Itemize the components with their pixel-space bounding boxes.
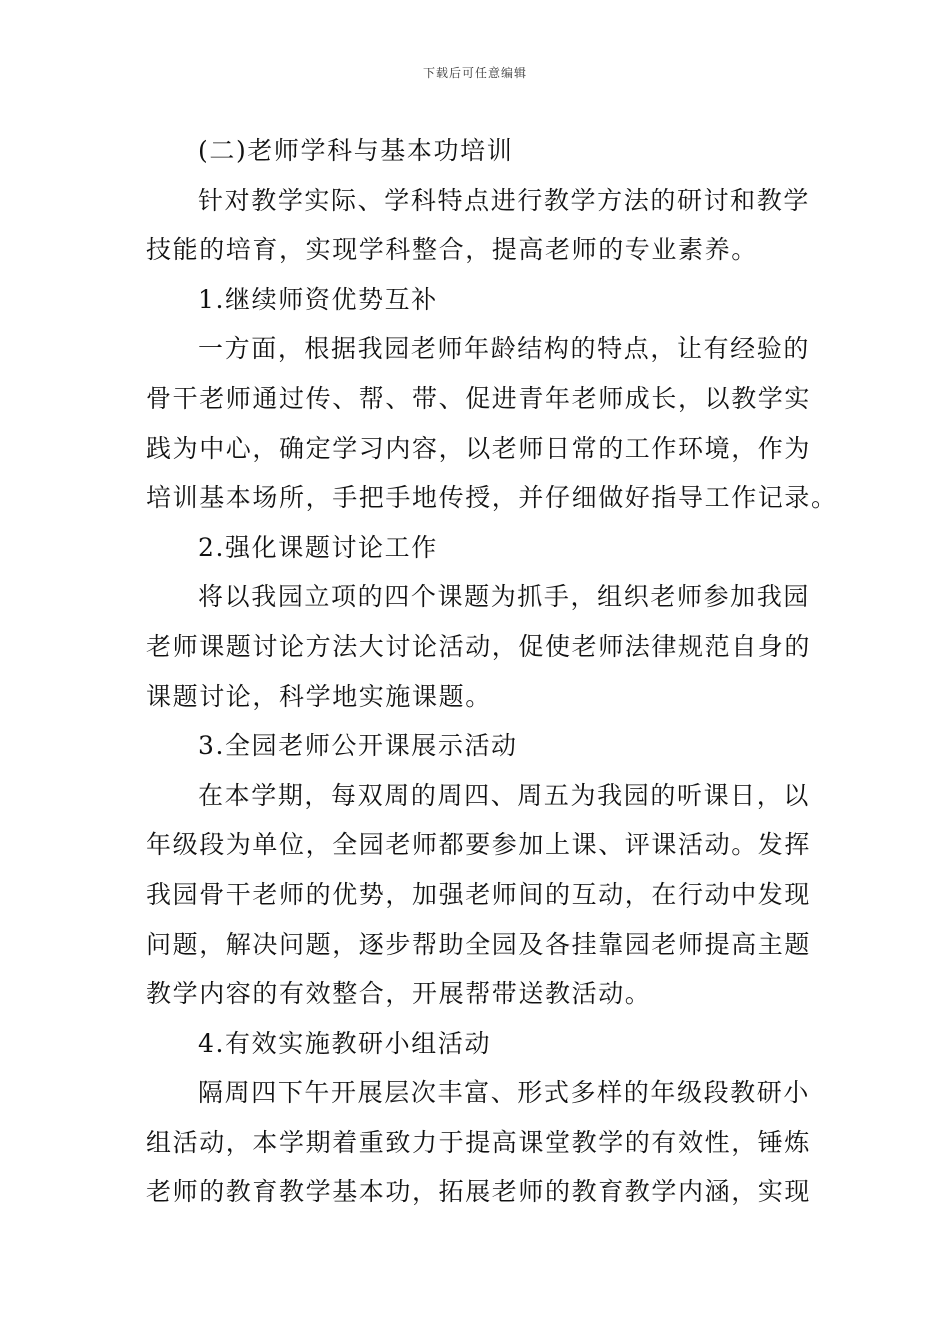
text-line: 践为中心，确定学习内容，以老师日常的工作环境，作为	[146, 433, 812, 463]
text-line: 一方面，根据我园老师年龄结构的特点，让有经验的	[198, 334, 810, 364]
text-line: 4.有效实施教研小组活动	[198, 1028, 492, 1058]
text-line: 老师的教育教学基本功，拓展老师的教育教学内涵，实现	[146, 1177, 812, 1207]
text-line: 老师课题讨论方法大讨论活动，促使老师法律规范自身的	[146, 631, 812, 661]
text-line: 技能的培育，实现学科整合，提高老师的专业素养。	[146, 235, 758, 265]
text-line: 隔周四下午开展层次丰富、形式多样的年级段教研小	[198, 1078, 810, 1108]
text-line: 针对教学实际、学科特点进行教学方法的研讨和教学	[198, 185, 810, 215]
text-line: 3.全园老师公开课展示活动	[198, 731, 518, 761]
text-line: 我园骨干老师的优势，加强老师间的互动，在行动中发现	[146, 879, 812, 909]
text-line: 在本学期，每双周的周四、周五为我园的听课日，以	[198, 780, 810, 810]
text-line: 骨干老师通过传、帮、带、促进青年老师成长，以教学实	[146, 383, 812, 413]
text-line: 课题讨论，科学地实施课题。	[146, 681, 492, 711]
page-header-watermark: 下载后可任意编辑	[422, 66, 527, 80]
text-line: 问题，解决问题，逐步帮助全园及各挂靠园老师提高主题	[146, 929, 812, 959]
text-line: 教学内容的有效整合，开展帮带送教活动。	[146, 979, 652, 1009]
text-line: 组活动，本学期着重致力于提高课堂教学的有效性，锤炼	[146, 1127, 812, 1157]
text-line: (二)老师学科与基本功培训	[198, 136, 514, 165]
text-line: 2.强化课题讨论工作	[198, 532, 438, 562]
text-line: 1.继续师资优势互补	[198, 284, 438, 314]
text-line: 将以我园立项的四个课题为抓手，组织老师参加我园	[198, 582, 810, 612]
text-line: 年级段为单位，全园老师都要参加上课、评课活动。发挥	[146, 830, 812, 860]
text-line: 培训基本场所，手把手地传授，并仔细做好指导工作记录。	[146, 483, 838, 513]
document-body	[146, 126, 838, 1217]
